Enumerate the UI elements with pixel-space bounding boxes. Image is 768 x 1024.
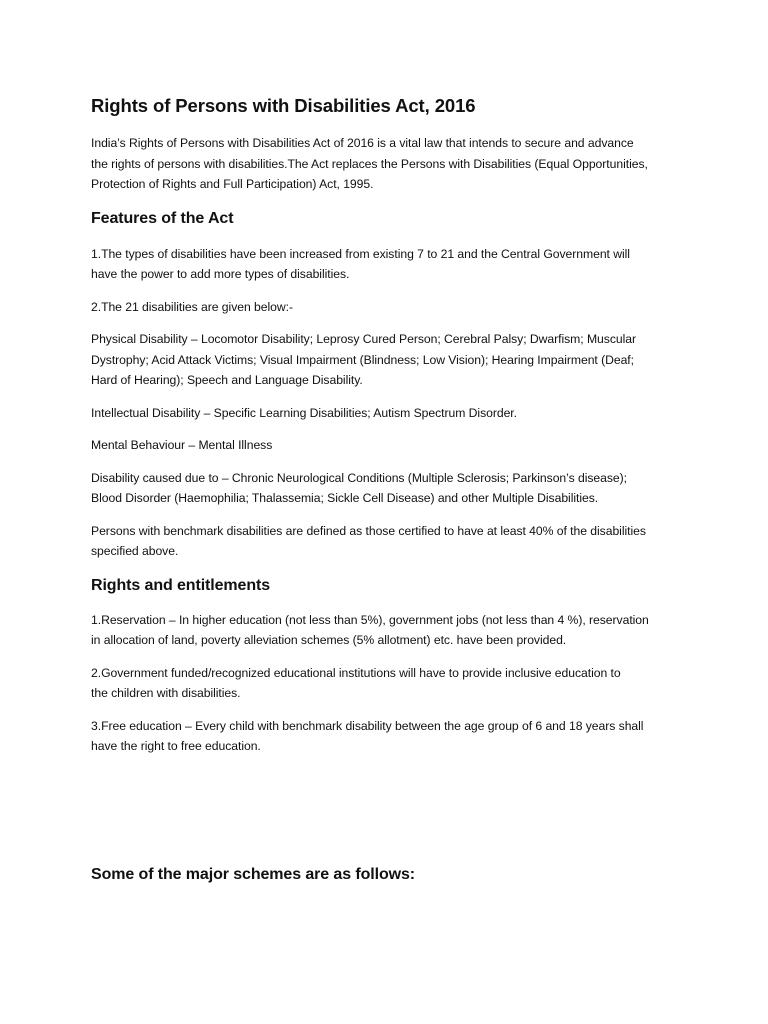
paragraph-line: Hard of Hearing); Speech and Language Disability. [91, 373, 363, 387]
paragraph-line: Persons with benchmark disabilities are defined as those certified to have at least 40% of the disabilities [91, 523, 646, 538]
paragraph-line: Dystrophy; Acid Attack Victims; Visual Impairment (Blindness; Low Vision); Hearing Impairment (Deaf; [91, 352, 634, 367]
paragraph-line: 2.The 21 disabilities are given below:- [91, 299, 293, 314]
paragraph-line: specified above. [91, 544, 179, 558]
paragraph-line: 2.Government funded/recognized educational institutions will have to provide inclusive education to [91, 665, 621, 680]
paragraph-line: Intellectual Disability – Specific Learning Disabilities; Autism Spectrum Disorder. [91, 405, 517, 420]
paragraph-line: in allocation of land, poverty alleviation schemes (5% allotment) etc. have been provided. [91, 633, 567, 647]
paragraph-line: Blood Disorder (Haemophilia; Thalassemia; Sickle Cell Disease) and other Multiple Disabilities. [91, 491, 599, 505]
schemes-heading: Some of the major schemes are as follows: [91, 865, 416, 883]
feature-paragraph-intellectual [91, 403, 691, 424]
paragraph-line: the children with disabilities. [91, 686, 241, 700]
rights-paragraph-inclusive-education [91, 663, 691, 704]
intro-line: the rights of persons with disabilities.The Act replaces the Persons with Disabilities (Equal Opportunities, [91, 156, 648, 171]
feature-paragraph-physical [91, 329, 691, 391]
rights-paragraph-reservation [91, 610, 691, 651]
feature-paragraph-types [91, 244, 691, 285]
intro-paragraph [91, 133, 691, 195]
paragraph-line: have the right to free education. [91, 739, 261, 753]
feature-paragraph-list-intro [91, 297, 691, 318]
paragraph-line: Mental Behaviour – Mental Illness [91, 438, 273, 452]
rights-paragraph-free-education [91, 716, 691, 757]
features-heading: Features of the Act [91, 209, 234, 227]
paragraph-line: have the power to add more types of disabilities. [91, 267, 350, 281]
feature-paragraph-caused-due-to [91, 468, 691, 509]
paragraph-line: 1.Reservation – In higher education (not less than 5%), government jobs (not less than 4 %), reservation [91, 612, 649, 627]
rights-heading: Rights and entitlements [91, 576, 271, 594]
intro-line: Protection of Rights and Full Participation) Act, 1995. [91, 177, 374, 191]
intro-line: India’s Rights of Persons with Disabilities Act of 2016 is a vital law that intends to secure and advance [91, 136, 634, 150]
paragraph-line: 1.The types of disabilities have been increased from existing 7 to 21 and the Central Government will [91, 246, 630, 261]
paragraph-line: Physical Disability – Locomotor Disability; Leprosy Cured Person; Cerebral Palsy; Dwarfism; Muscular [91, 332, 636, 346]
feature-paragraph-benchmark [91, 521, 691, 562]
document-title: Rights of Persons with Disabilities Act, 2016 [91, 95, 476, 116]
document-body [91, 94, 691, 886]
paragraph-line: Disability caused due to – Chronic Neurological Conditions (Multiple Sclerosis; Parkinson’s disease); [91, 470, 627, 485]
feature-paragraph-mental [91, 435, 691, 456]
paragraph-line: 3.Free education – Every child with benchmark disability between the age group of 6 and 18 years shall [91, 718, 644, 733]
